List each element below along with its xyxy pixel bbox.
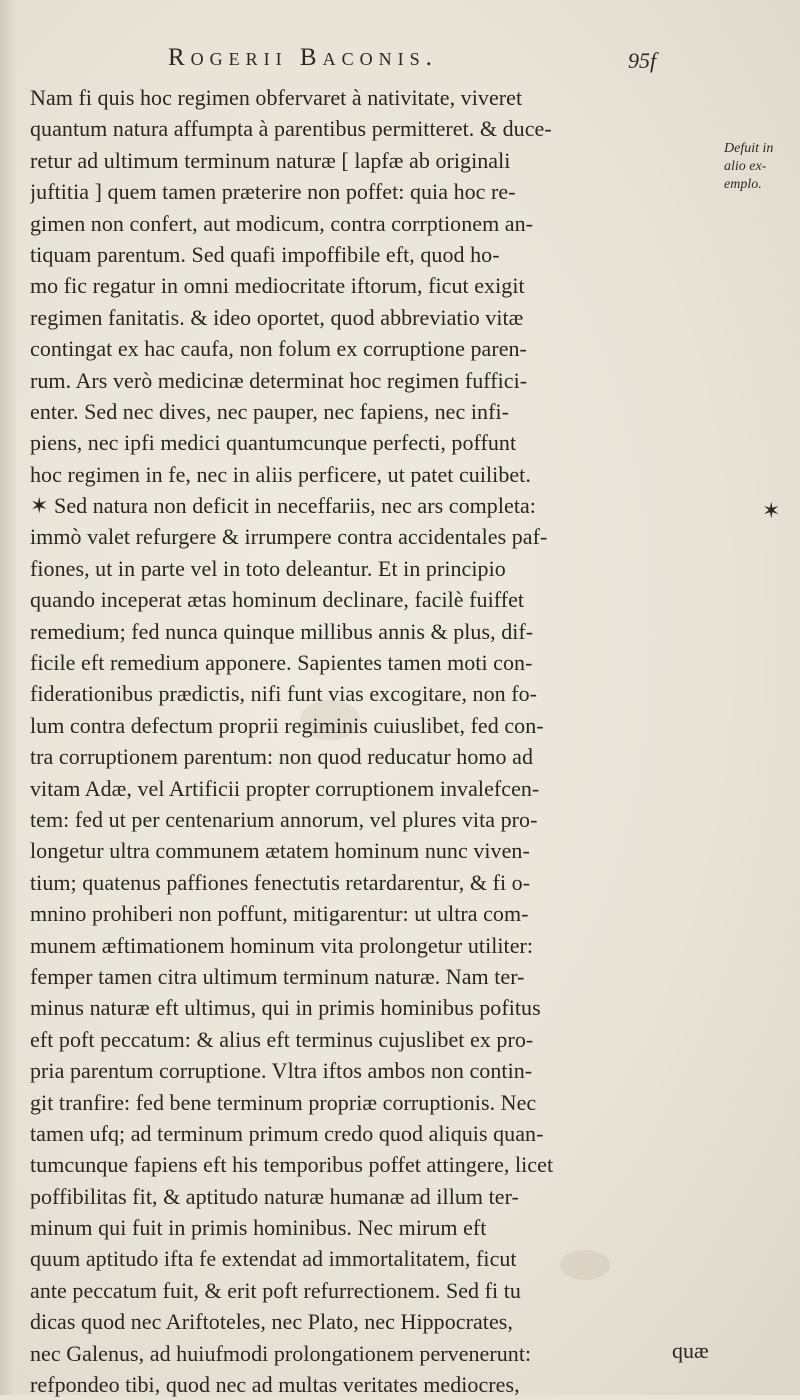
margin-note — [724, 140, 794, 194]
page-header — [0, 44, 800, 80]
text-line: femper tamen citra ultimum terminum naturæ. Nam ter- — [30, 963, 525, 989]
text-line: enter. Sed nec dives, nec pauper, nec fapiens, nec infi- — [30, 398, 509, 424]
catchword: quæ — [672, 1338, 709, 1363]
text-line: munem æftimationem hominum vita prolongetur utiliter: — [30, 932, 534, 958]
text-line: quantum natura affumpta à parentibus permitteret. & duce- — [30, 116, 552, 142]
body-text — [30, 82, 720, 1400]
page-number: 95f — [628, 48, 657, 73]
text-line: minum qui fuit in primis hominibus. Nec mirum eft — [30, 1215, 487, 1241]
text-line: nec Galenus, ad huiufmodi prolongationem pervenerunt: — [30, 1340, 532, 1366]
margin-note-line: emplo. — [724, 177, 762, 192]
text-line: retur ad ultimum terminum naturæ [ lapfæ ab originali — [30, 147, 511, 173]
margin-note-line: alio ex- — [724, 159, 767, 174]
asterisk-mark: ✶ — [762, 498, 781, 523]
text-line: piens, nec ipfi medici quantumcunque perfecti, poffunt — [30, 430, 517, 456]
text-line: tiquam parentum. Sed quafi impoffibile eft, quod ho- — [30, 241, 500, 267]
text-line: Nam fi quis hoc regimen obfervaret à nativitate, viveret — [30, 85, 523, 110]
text-line: fiderationibus prædictis, nifi funt vias excogitare, non fo- — [30, 681, 538, 707]
text-line: pria parentum corruptione. Vltra iftos ambos non contin- — [30, 1058, 533, 1084]
text-line: dicas quod nec Ariftoteles, nec Plato, nec Hippocrates, — [30, 1309, 513, 1335]
text-line: minus naturæ eft ultimus, qui in primis hominibus pofitus — [30, 995, 541, 1021]
text-line: tumcunque fapiens eft his temporibus poffet attingere, licet — [30, 1152, 554, 1178]
running-head: Rogerii Baconis. — [168, 44, 438, 71]
margin-note-line: Defuit in — [724, 141, 774, 156]
text-line: lum contra defectum proprii regiminis cuiuslibet, fed con- — [30, 712, 544, 738]
text-line: juftitia ] quem tamen præterire non poffet: quia hoc re- — [30, 179, 516, 205]
text-line: remedium; fed nunca quinque millibus annis & plus, dif- — [30, 618, 534, 644]
text-line: ✶ Sed natura non deficit in neceffariis, nec ars completa: — [30, 493, 536, 519]
text-line: eft poft peccatum: & alius eft terminus cujuslibet ex pro- — [30, 1026, 534, 1052]
text-line: poffibilitas fit, & aptitudo naturæ humanæ ad illum ter- — [30, 1183, 519, 1209]
text-line: tium; quatenus paffiones fenectutis retardarentur, & fi o- — [30, 869, 531, 895]
text-line: tra corruptionem parentum: non quod reducatur homo ad — [30, 744, 533, 770]
text-line: longetur ultra communem ætatem hominum nunc viven- — [30, 838, 530, 864]
text-line: tem: fed ut per centenarium annorum, vel plures vita pro- — [30, 806, 538, 832]
text-line: immò valet refurgere & irrumpere contra accidentales paf- — [30, 524, 548, 550]
text-line: tamen ufq; ad terminum primum credo quod aliquis quan- — [30, 1120, 544, 1146]
text-line: gimen non confert, aut modicum, contra corrptionem an- — [30, 210, 534, 236]
text-line: hoc regimen in fe, nec in aliis perficere, ut patet cuilibet. — [30, 461, 531, 487]
page-gutter — [0, 0, 16, 1395]
text-line: contingat ex hac caufa, non folum ex corruptione paren- — [30, 336, 527, 362]
text-line: git tranfire: fed bene terminum propriæ corruptionis. Nec — [30, 1089, 537, 1115]
text-line: regimen fanitatis. & ideo oportet, quod abbreviatio vitæ — [30, 304, 524, 330]
text-line: fiones, ut in parte vel in toto deleantur. Et in principio — [30, 555, 506, 581]
text-line: quando inceperat ætas hominum declinare, facilè fuiffet — [30, 587, 525, 613]
text-line: ante peccatum fuit, & erit poft refurrectionem. Sed fi tu — [30, 1277, 521, 1303]
text-line: mnino prohiberi non poffunt, mitigarentur: ut ultra com- — [30, 901, 529, 927]
text-line: refpondeo tibi, quod nec ad multas veritates mediocres, — [30, 1372, 520, 1398]
text-line: quum aptitudo ifta fe extendat ad immortalitatem, ficut — [30, 1246, 517, 1272]
text-line: ficile eft remedium apponere. Sapientes tamen moti con- — [30, 650, 533, 676]
text-line: vitam Adæ, vel Artificii propter corruptionem invalefcen- — [30, 775, 540, 801]
text-line: rum. Ars verò medicinæ determinat hoc regimen fuffici- — [30, 367, 528, 393]
text-line: mo fic regatur in omni mediocritate iftorum, ficut exigit — [30, 273, 525, 299]
